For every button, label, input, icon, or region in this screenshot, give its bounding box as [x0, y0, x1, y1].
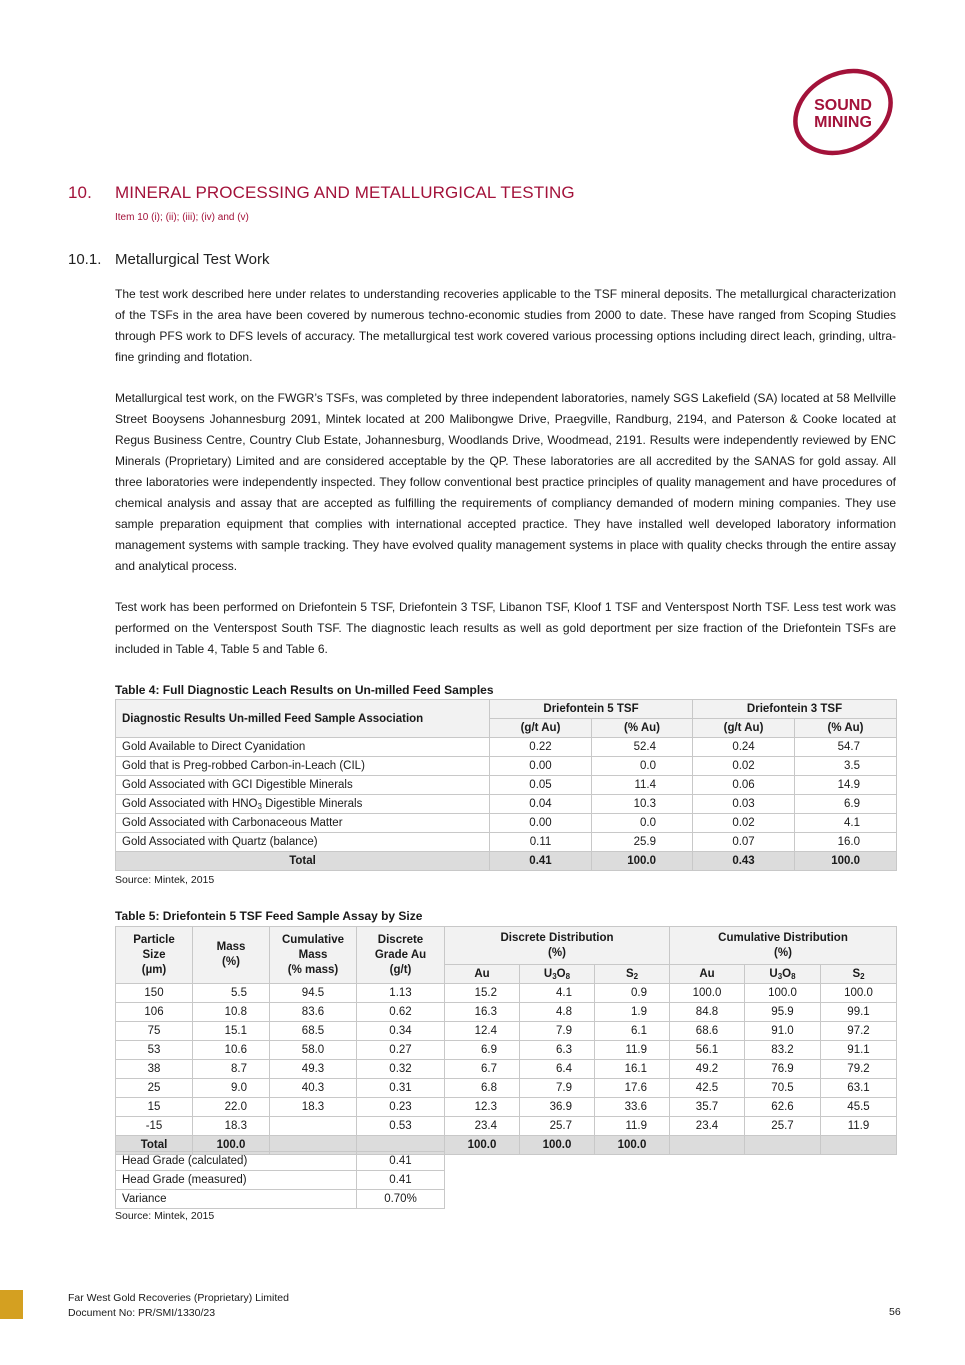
footer-accent-bar — [0, 1290, 23, 1319]
table4-cell: 0.0 — [592, 757, 693, 776]
table5-cell: 6.3 — [520, 1041, 595, 1060]
table5-cell: 11.9 — [821, 1117, 897, 1136]
paragraph-1: The test work described here under relates to understanding recoveries applicable to the TSF mineral deposits. The metallurgical characterization of the TSFs in the area have been covered by numerous techno-economic studies from 2000 to date. These have ranged from Scoping Studies through PFS work to DFS levels of accuracy. The metallurgical test work covered various processing options including direct leach, grinding, ultra-fine grinding and flotation. — [115, 287, 896, 364]
summary-label: Head Grade (calculated) — [116, 1152, 357, 1171]
table5-cell: 4.8 — [520, 1003, 595, 1022]
table5-body — [116, 984, 897, 1155]
table4-cell: 0.00 — [490, 814, 592, 833]
table5-cell: 36.9 — [520, 1098, 595, 1117]
table4-subheader: (% Au) — [795, 719, 897, 738]
table-row — [116, 1098, 897, 1117]
table4-total-cell: 100.0 — [795, 852, 897, 871]
table5-cell: 91.1 — [821, 1041, 897, 1060]
table4-cell: 0.0 — [592, 814, 693, 833]
table4-cell: 6.9 — [795, 795, 897, 814]
table5-cell: 84.8 — [670, 1003, 745, 1022]
table5-total-cell: 100.0 — [595, 1136, 670, 1155]
table4-total-cell: 100.0 — [592, 852, 693, 871]
table4-total-row — [116, 852, 897, 871]
table5-total-cell: 100.0 — [445, 1136, 520, 1155]
table-row — [116, 1041, 897, 1060]
table4 — [115, 699, 897, 871]
table4-cell: 0.02 — [693, 757, 795, 776]
table5-cell: 1.13 — [357, 984, 445, 1003]
section-number: 10. — [68, 183, 92, 202]
table5-cell: 16.3 — [445, 1003, 520, 1022]
table5-cell: 70.5 — [745, 1079, 821, 1098]
table4-cell: 52.4 — [592, 738, 693, 757]
table5-cell: 6.7 — [445, 1060, 520, 1079]
table5-cell: 12.4 — [445, 1022, 520, 1041]
table4-cell: 0.00 — [490, 757, 592, 776]
table5-cell: 100.0 — [745, 984, 821, 1003]
table4-cell: 25.9 — [592, 833, 693, 852]
table5-cell: 68.6 — [670, 1022, 745, 1041]
table5-cell: 94.5 — [270, 984, 357, 1003]
table4-cell: 0.06 — [693, 776, 795, 795]
logo-text-line1: SOUND — [814, 97, 872, 114]
footer-document-number: Document No: PR/SMI/1330/23 — [68, 1307, 216, 1319]
table5-header-mass: Mass (%) — [193, 927, 270, 984]
logo-text-line2: MINING — [814, 114, 872, 131]
table5-cell: 97.2 — [821, 1022, 897, 1041]
table5-cell: 56.1 — [670, 1041, 745, 1060]
table-row — [116, 984, 897, 1003]
table5-total-cell: 100.0 — [193, 1136, 270, 1155]
table5-source: Source: Mintek, 2015 — [115, 1210, 215, 1222]
table5-cell: 99.1 — [821, 1003, 897, 1022]
table5-cell: 49.3 — [270, 1060, 357, 1079]
table5-subheader-s2: $S_2$ — [821, 965, 897, 984]
table4-cell: 11.4 — [592, 776, 693, 795]
table4-total-cell: 0.41 — [490, 852, 592, 871]
table5-cell: 150 — [116, 984, 193, 1003]
table-row — [116, 833, 897, 852]
table5-subheader-s2: $S_2$ — [595, 965, 670, 984]
table4-total-cell: 0.43 — [693, 852, 795, 871]
table4-cell: 0.11 — [490, 833, 592, 852]
table5-cell: 9.0 — [193, 1079, 270, 1098]
table5-cell: 17.6 — [595, 1079, 670, 1098]
table5-cell: 11.9 — [595, 1041, 670, 1060]
table5-subheader-au: Au — [445, 965, 520, 984]
table5-cell: 79.2 — [821, 1060, 897, 1079]
table5-caption: Table 5: Driefontein 5 TSF Feed Sample Assay by Size — [115, 909, 423, 923]
table4-caption: Table 4: Full Diagnostic Leach Results on Un-milled Feed Samples — [115, 683, 494, 697]
table-row — [116, 1190, 445, 1209]
table5-cell: 5.5 — [193, 984, 270, 1003]
table5-cell: 0.27 — [357, 1041, 445, 1060]
table5-cell: 11.9 — [595, 1117, 670, 1136]
table5-header-discrete-grade: Discrete Grade Au (g/t) — [357, 927, 445, 984]
table5-cell: 49.2 — [670, 1060, 745, 1079]
table5-subheader-au: Au — [670, 965, 745, 984]
table5-cell: 53 — [116, 1041, 193, 1060]
paragraph-3: Test work has been performed on Driefontein 5 TSF, Driefontein 3 TSF, Libanon TSF, Kloof 1 TSF and Venterspost North TSF. Less test work was performed on the Venterspost South TSF. The diagnostic leach results as well as gold deportment per size fraction of the Driefontein TSFs are included in Table 4, Table 5 and Table 6. — [115, 600, 896, 656]
table4-cell: 0.02 — [693, 814, 795, 833]
table-row — [116, 814, 897, 833]
subsection-heading — [68, 251, 270, 268]
table4-subheader: (g/t Au) — [490, 719, 592, 738]
table5-cell: 7.9 — [520, 1079, 595, 1098]
table5-cell: 0.62 — [357, 1003, 445, 1022]
table5-cell: 7.9 — [520, 1022, 595, 1041]
table4-assoc-header: Diagnostic Results Un-milled Feed Sample Association — [116, 700, 490, 738]
logo-swoosh-icon — [786, 66, 900, 158]
table5-cell: 12.3 — [445, 1098, 520, 1117]
sound-mining-logo — [786, 66, 900, 158]
table5-cell: 0.34 — [357, 1022, 445, 1041]
table5-cell: 45.5 — [821, 1098, 897, 1117]
table5-cell: 23.4 — [670, 1117, 745, 1136]
table4-cell: 3.5 — [795, 757, 897, 776]
table4-row-label-post: Digestible Minerals — [261, 798, 363, 810]
table5-cell: 6.8 — [445, 1079, 520, 1098]
table5-cell: 42.5 — [670, 1079, 745, 1098]
table4-row-label: Gold Associated with Carbonaceous Matter — [116, 814, 490, 833]
table4-cell: 0.04 — [490, 795, 592, 814]
table5-cell: 4.1 — [520, 984, 595, 1003]
footer-company: Far West Gold Recoveries (Proprietary) Limited — [68, 1292, 289, 1304]
table4-cell: 0.07 — [693, 833, 795, 852]
subsection-number: 10.1. — [68, 251, 102, 268]
table4-cell: 54.7 — [795, 738, 897, 757]
table5-cell: 0.9 — [595, 984, 670, 1003]
table5-cell: 10.6 — [193, 1041, 270, 1060]
summary-label: Variance — [116, 1190, 357, 1209]
table5-cell: 1.9 — [595, 1003, 670, 1022]
table4-cell: 0.03 — [693, 795, 795, 814]
table4-row-label: Gold Available to Direct Cyanidation — [116, 738, 490, 757]
table4-group-driefontein3: Driefontein 3 TSF — [693, 700, 897, 719]
table4-total-label: Total — [116, 852, 490, 871]
table5-cell: 0.23 — [357, 1098, 445, 1117]
table4-row-label-pre: Gold Associated with HNO — [122, 798, 258, 810]
table5-cell: 6.1 — [595, 1022, 670, 1041]
table5-cell: 25.7 — [520, 1117, 595, 1136]
table5 — [115, 926, 897, 1155]
table5-cell: 95.9 — [745, 1003, 821, 1022]
table5-total-cell: Total — [116, 1136, 193, 1155]
table5-cell: 106 — [116, 1003, 193, 1022]
footer — [68, 1291, 289, 1321]
table4-row-label: Gold Associated with GCI Digestible Minerals — [116, 776, 490, 795]
section-heading — [68, 183, 575, 203]
table5-cell: 15 — [116, 1098, 193, 1117]
table-row — [116, 1117, 897, 1136]
summary-value: 0.41 — [357, 1171, 445, 1190]
table5-cell: 62.6 — [745, 1098, 821, 1117]
table-row — [116, 1003, 897, 1022]
table5-cell: 68.5 — [270, 1022, 357, 1041]
page-number: 56 — [889, 1306, 901, 1318]
table4-row-label-sub: 3 — [257, 802, 262, 811]
table4-source: Source: Mintek, 2015 — [115, 874, 215, 886]
table-row — [116, 795, 897, 814]
table4-cell: 0.24 — [693, 738, 795, 757]
table5-cell: 18.3 — [270, 1098, 357, 1117]
section-title: MINERAL PROCESSING AND METALLURGICAL TESTING — [115, 183, 575, 202]
table5-cell: -15 — [116, 1117, 193, 1136]
table5-cell — [270, 1117, 357, 1136]
subsection-title: Metallurgical Test Work — [115, 251, 270, 268]
summary-value: 0.41 — [357, 1152, 445, 1171]
table4-group-driefontein5: Driefontein 5 TSF — [490, 700, 693, 719]
table5-cell: 58.0 — [270, 1041, 357, 1060]
table4-row-label: Gold that is Preg-robbed Carbon-in-Leach (CIL) — [116, 757, 490, 776]
table5-cell: 8.7 — [193, 1060, 270, 1079]
table5-cell: 35.7 — [670, 1098, 745, 1117]
summary-value: 0.70% — [357, 1190, 445, 1209]
table5-cell: 40.3 — [270, 1079, 357, 1098]
table5-total-cell — [670, 1136, 745, 1155]
table-row — [116, 738, 897, 757]
table-row — [116, 1152, 445, 1171]
table5-cell: 75 — [116, 1022, 193, 1041]
table5-cell: 63.1 — [821, 1079, 897, 1098]
table5-total-cell — [821, 1136, 897, 1155]
table5-cell: 0.53 — [357, 1117, 445, 1136]
table4-cell: 16.0 — [795, 833, 897, 852]
table4-cell: 14.9 — [795, 776, 897, 795]
table5-cell: 100.0 — [821, 984, 897, 1003]
table5-cell: 83.6 — [270, 1003, 357, 1022]
table5-cell: 15.2 — [445, 984, 520, 1003]
table5-cell: 23.4 — [445, 1117, 520, 1136]
table-row — [116, 1079, 897, 1098]
table5-cell: 0.32 — [357, 1060, 445, 1079]
table5-cell: 10.8 — [193, 1003, 270, 1022]
table-row — [116, 776, 897, 795]
table4-cell: 10.3 — [592, 795, 693, 814]
table5-cell: 22.0 — [193, 1098, 270, 1117]
table5-cell: 25 — [116, 1079, 193, 1098]
table4-subheader: (g/t Au) — [693, 719, 795, 738]
table5-total-cell — [745, 1136, 821, 1155]
table4-cell: 0.05 — [490, 776, 592, 795]
table5-header-discrete-distribution: Discrete Distribution (%) — [445, 927, 670, 965]
table5-total-cell: 100.0 — [520, 1136, 595, 1155]
table5-header-particle: Particle Size (µm) — [116, 927, 193, 984]
table5-cell: 76.9 — [745, 1060, 821, 1079]
table-row — [116, 1171, 445, 1190]
table5-cell: 91.0 — [745, 1022, 821, 1041]
table-row — [116, 1060, 897, 1079]
table5-cell: 0.31 — [357, 1079, 445, 1098]
table4-subheader: (% Au) — [592, 719, 693, 738]
section-subtitle: Item 10 (i); (ii); (iii); (iv) and (v) — [115, 212, 249, 223]
table5-cell: 16.1 — [595, 1060, 670, 1079]
table5-cell: 25.7 — [745, 1117, 821, 1136]
table5-cell: 6.9 — [445, 1041, 520, 1060]
table5-summary — [115, 1151, 445, 1209]
paragraph-2: Metallurgical test work, on the FWGR’s TSFs, was completed by three independent laboratories, namely SGS Lakefield (SA) located at 58 Mellville Street Booysens Johannesburg 2091, Mintek located at 200 Malibongwe Drive, Praegville, Randburg, 2194, and Paterson & Cooke located at Regus Business Centre, Country Club Estate, Johannesburg, Woodlands Drive, Woodmead, 2191. Results were independently reviewed by ENC Minerals (Proprietary) Limited and are considered acceptable by the QP. These laboratories are all accredited by the SANAS for gold assay. All three laboratories were independently inspected. They follow conventional best practice principles of quality management and have procedures of chemical analysis and assay that are accepted as fulfilling the requirements of compliancy demanded of modern mining companies. They use sample preparation equipment that complies with international accepted practice. They have installed well developed laboratory information management systems with sample tracking. They have evolved quality management systems in place with quality checks through the entire assay and analytical process. — [115, 391, 896, 573]
table5-cell: 100.0 — [670, 984, 745, 1003]
table5-subheader-u3o8: $U_3O_8$ — [520, 965, 595, 984]
table4-row-label: Gold Associated with Quartz (balance) — [116, 833, 490, 852]
table-row — [116, 1022, 897, 1041]
table5-cell: 38 — [116, 1060, 193, 1079]
table4-cell: 0.22 — [490, 738, 592, 757]
summary-label: Head Grade (measured) — [116, 1171, 357, 1190]
table5-cell: 15.1 — [193, 1022, 270, 1041]
table5-subheader-u3o8: $U_3O_8$ — [745, 965, 821, 984]
table-row — [116, 757, 897, 776]
table4-row-label — [116, 795, 490, 814]
table5-header-cumulative-distribution: Cumulative Distribution (%) — [670, 927, 897, 965]
table5-header-cumulative-mass: Cumulative Mass (% mass) — [270, 927, 357, 984]
table4-cell: 4.1 — [795, 814, 897, 833]
table5-cell: 83.2 — [745, 1041, 821, 1060]
table5-cell: 18.3 — [193, 1117, 270, 1136]
table5-cell: 6.4 — [520, 1060, 595, 1079]
table5-cell: 33.6 — [595, 1098, 670, 1117]
